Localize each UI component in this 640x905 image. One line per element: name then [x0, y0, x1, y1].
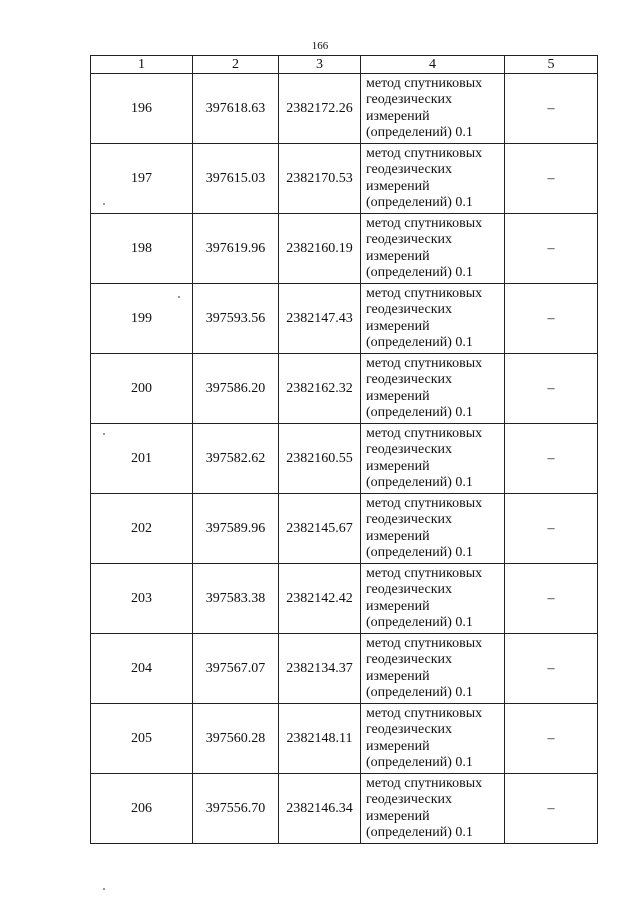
- column-header: 5: [505, 56, 598, 74]
- method-line: геодезических: [366, 512, 453, 527]
- method-line: (определений) 0.1: [366, 125, 473, 140]
- table-row: [91, 564, 598, 634]
- y-coordinate-cell: 2382147.43: [279, 284, 361, 354]
- note-cell: –: [505, 424, 598, 494]
- y-coordinate-cell: 2382145.67: [279, 494, 361, 564]
- method-line: измерений: [366, 668, 430, 684]
- point-number-cell: 200: [91, 354, 193, 424]
- scan-speck: [103, 433, 105, 435]
- x-coordinate-cell: 397593.56: [193, 284, 279, 354]
- scan-speck: [103, 203, 105, 205]
- method-cell: [361, 494, 505, 564]
- method-line: метод спутниковых: [366, 215, 483, 231]
- method-cell: [361, 634, 505, 704]
- y-coordinate-cell: 2382146.34: [279, 774, 361, 844]
- method-line: измерений: [366, 598, 430, 614]
- method-line: геодезических: [366, 92, 453, 107]
- x-coordinate-cell: 397582.62: [193, 424, 279, 494]
- method-line: измерений: [366, 388, 430, 404]
- method-cell: [361, 74, 505, 144]
- method-line: измерений: [366, 178, 430, 194]
- point-number-cell: 203: [91, 564, 193, 634]
- note-cell: –: [505, 494, 598, 564]
- x-coordinate-cell: 397589.96: [193, 494, 279, 564]
- method-line: (определений) 0.1: [366, 195, 473, 210]
- method-cell: [361, 214, 505, 284]
- method-line: (определений) 0.1: [366, 475, 473, 490]
- y-coordinate-cell: 2382148.11: [279, 704, 361, 774]
- y-coordinate-cell: 2382170.53: [279, 144, 361, 214]
- method-cell: [361, 284, 505, 354]
- x-coordinate-cell: 397556.70: [193, 774, 279, 844]
- column-header: 3: [279, 56, 361, 74]
- table-row: [91, 214, 598, 284]
- note-cell: –: [505, 564, 598, 634]
- point-number-cell: 206: [91, 774, 193, 844]
- point-number-cell: 197: [91, 144, 193, 214]
- x-coordinate-cell: 397560.28: [193, 704, 279, 774]
- method-line: (определений) 0.1: [366, 405, 473, 420]
- note-cell: –: [505, 144, 598, 214]
- method-cell: [361, 704, 505, 774]
- table-body: [91, 74, 598, 844]
- note-cell: –: [505, 634, 598, 704]
- method-line: измерений: [366, 248, 430, 264]
- table-row: [91, 74, 598, 144]
- method-line: геодезических: [366, 232, 453, 247]
- method-line: геодезических: [366, 442, 453, 457]
- y-coordinate-cell: 2382162.32: [279, 354, 361, 424]
- table-header-row: [91, 56, 598, 74]
- method-line: метод спутниковых: [366, 75, 483, 91]
- x-coordinate-cell: 397619.96: [193, 214, 279, 284]
- method-line: геодезических: [366, 722, 453, 737]
- page-number: 166: [311, 40, 329, 52]
- table-row: [91, 354, 598, 424]
- scan-speck: [178, 296, 180, 298]
- method-line: измерений: [366, 458, 430, 474]
- note-cell: –: [505, 774, 598, 844]
- method-line: геодезических: [366, 582, 453, 597]
- method-cell: [361, 144, 505, 214]
- scan-speck: [103, 888, 105, 890]
- column-header: 2: [193, 56, 279, 74]
- table-row: [91, 144, 598, 214]
- note-cell: –: [505, 74, 598, 144]
- y-coordinate-cell: 2382172.26: [279, 74, 361, 144]
- method-line: метод спутниковых: [366, 355, 483, 371]
- note-cell: –: [505, 214, 598, 284]
- method-line: (определений) 0.1: [366, 335, 473, 350]
- table-row: [91, 284, 598, 354]
- method-line: (определений) 0.1: [366, 265, 473, 280]
- method-line: измерений: [366, 738, 430, 754]
- method-line: измерений: [366, 318, 430, 334]
- method-cell: [361, 424, 505, 494]
- x-coordinate-cell: 397567.07: [193, 634, 279, 704]
- point-number-cell: 205: [91, 704, 193, 774]
- column-header: 1: [91, 56, 193, 74]
- method-line: метод спутниковых: [366, 705, 483, 721]
- method-line: (определений) 0.1: [366, 545, 473, 560]
- method-line: измерений: [366, 108, 430, 124]
- method-cell: [361, 774, 505, 844]
- method-line: (определений) 0.1: [366, 755, 473, 770]
- note-cell: –: [505, 284, 598, 354]
- method-line: метод спутниковых: [366, 425, 483, 441]
- point-number-cell: 201: [91, 424, 193, 494]
- point-number-cell: 204: [91, 634, 193, 704]
- y-coordinate-cell: 2382160.19: [279, 214, 361, 284]
- method-line: (определений) 0.1: [366, 825, 473, 840]
- table-row: [91, 424, 598, 494]
- x-coordinate-cell: 397583.38: [193, 564, 279, 634]
- method-line: метод спутниковых: [366, 565, 483, 581]
- method-line: (определений) 0.1: [366, 615, 473, 630]
- coordinates-table: [90, 55, 598, 844]
- x-coordinate-cell: 397586.20: [193, 354, 279, 424]
- method-line: метод спутниковых: [366, 285, 483, 301]
- y-coordinate-cell: 2382134.37: [279, 634, 361, 704]
- method-line: геодезических: [366, 372, 453, 387]
- note-cell: –: [505, 354, 598, 424]
- method-line: геодезических: [366, 302, 453, 317]
- method-cell: [361, 564, 505, 634]
- table-row: [91, 704, 598, 774]
- table-row: [91, 634, 598, 704]
- method-line: измерений: [366, 808, 430, 824]
- method-line: геодезических: [366, 652, 453, 667]
- method-line: метод спутниковых: [366, 775, 483, 791]
- point-number-cell: 196: [91, 74, 193, 144]
- x-coordinate-cell: 397615.03: [193, 144, 279, 214]
- x-coordinate-cell: 397618.63: [193, 74, 279, 144]
- method-line: (определений) 0.1: [366, 685, 473, 700]
- method-line: метод спутниковых: [366, 495, 483, 511]
- method-line: метод спутниковых: [366, 145, 483, 161]
- method-line: геодезических: [366, 792, 453, 807]
- y-coordinate-cell: 2382160.55: [279, 424, 361, 494]
- column-header: 4: [361, 56, 505, 74]
- method-cell: [361, 354, 505, 424]
- point-number-cell: 202: [91, 494, 193, 564]
- point-number-cell: 199: [91, 284, 193, 354]
- y-coordinate-cell: 2382142.42: [279, 564, 361, 634]
- table-row: [91, 774, 598, 844]
- method-line: метод спутниковых: [366, 635, 483, 651]
- point-number-cell: 198: [91, 214, 193, 284]
- method-line: измерений: [366, 528, 430, 544]
- table-row: [91, 494, 598, 564]
- method-line: геодезических: [366, 162, 453, 177]
- note-cell: –: [505, 704, 598, 774]
